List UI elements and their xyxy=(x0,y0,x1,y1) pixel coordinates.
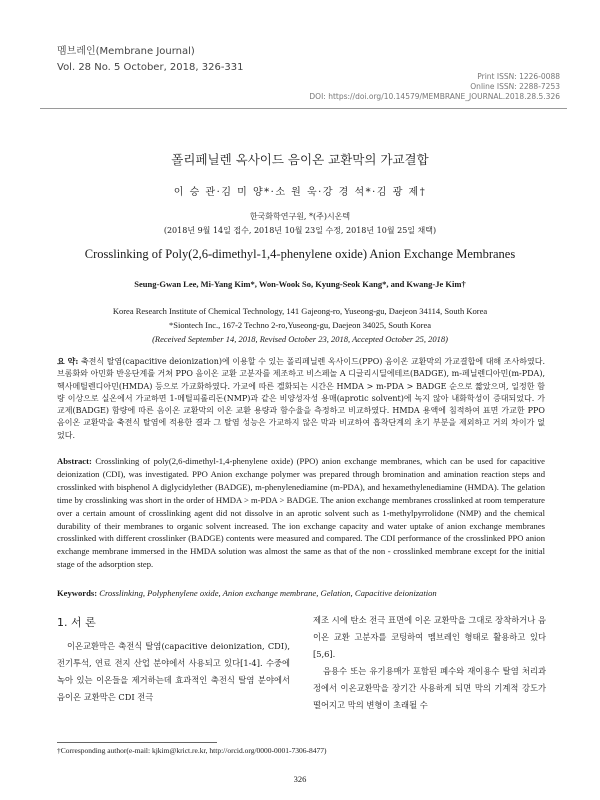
keywords-label: Keywords: xyxy=(57,588,98,598)
body-right-column xyxy=(313,612,546,714)
journal-name: 멤브레인(Membrane Journal) xyxy=(57,46,195,57)
korean-abstract-text: 축전식 탈염(capacitive deionization)에 이용할 수 있는 폴리페닐렌 옥사이드(PPO) 음이온 교환막의 가교결합에 대해 조사하였다. 브롬화와 아민화 반응단계를 거쳐 PPO 음이온 교환 고분자를 제조하고 비스페놀 A 디글리시딜에테르(BADGE), m-페닐렌디아민(m-PDA), 헥사메틸렌디아민(HMDA) 등으로 가교화하였다. 가교에 따른 겔화되는 시간은 HMDA > m-PDA > BADGE 순으로 짧았으며, 일정한 함량 이상으로 실온에서 가교하면 1-메틸피롤리돈(NMP)과 같은 비양성자성 용매(aprotic solvent)에 녹지 않아 내화학성이 증대되었다. 가교제(BADGE) 함량에 따른 음이온 교환막의 이온 교환 용량과 함수율을 측정하고 비교하였다. HMDA 용액에 침적하여 표면 가교한 PPO 음이온 교환막을 축전식 탈염에 적용한 결과 그 탈염 성능은 가교하지 않은 막과 비교하여 흡착단계의 초기 부분을 제외하고 거의 차이가 없었다. xyxy=(57,357,545,440)
english-abstract xyxy=(57,455,545,571)
body-right-paragraph-1: 제조 시에 탄소 전극 표면에 이온 교환막을 그대로 장착하거나 음이온 교환 고분자를 코팅하여 멤브레인 형태로 활용하고 있다[5,6]. xyxy=(313,615,546,659)
section-heading-introduction: 1. 서 론 xyxy=(57,616,96,629)
english-abstract-text: Crosslinking of poly(2,6-dimethyl-1,4-phenylene oxide) (PPO) anion exchange membranes, which can be used for capacitive deionization (CDI), was investigated. PPO Anion exchange polymer was prepared through bromination and amination reaction steps and crosslinked with bisphenol A diglycidylether (BADGE), m-phenylenediamine (m-PDA), and hexamethylenediamine (HMDA). The gelation time by crosslinking was short in the order of HMDA > m-PDA > BADGE. The anion exchange membranes crosslinked at room temperature over a certain amount of crosslinking agent did not dissolve in an aprotic solvent such as 1-methylpyrrolidone (NMP) and the chemical durability of their membranes to organic solvent increased. The ion exchange capacity and water uptake of anion exchange membranes crosslinked with different crosslinker (BADGE) contents were measured and compared. The CDI performance of the crosslinked PPO anion exchange membrane immersed in the HMDA solution was almost the same as that of the non - crosslinked membrane except for the initial stage of the adsorption step. xyxy=(57,456,545,570)
footnote-divider xyxy=(57,742,217,743)
volume-line: Vol. 28 No. 5 October, 2018, 326-331 xyxy=(57,62,244,73)
online-issn: Online ISSN: 2288-7253 xyxy=(470,82,560,91)
header-divider xyxy=(40,108,567,109)
body-right-paragraph-2: 음용수 또는 유기용매가 포함된 폐수와 재이용수 탈염 처리과정에서 이온교환막을 장기간 사용하게 되면 막의 기계적 강도가 떨어지고 막의 변형이 초래될 수 xyxy=(313,666,546,710)
korean-dates: (2018년 9월 14일 접수, 2018년 10월 23일 수정, 2018년 10월 25일 채택) xyxy=(163,226,437,235)
english-abstract-label: Abstract: xyxy=(57,456,92,466)
english-affiliation-2: *Siontech Inc., 167-2 Techno 2-ro,Yuseong-gu, Daejeon 34025, South Korea xyxy=(169,320,431,330)
doi-link[interactable]: DOI: https://doi.org/10.14579/MEMBRANE_JOURNAL.2018.28.5.326 xyxy=(309,92,560,101)
korean-title: 폴리페닐렌 옥사이드 음이온 교환막의 가교결합 xyxy=(171,152,429,167)
korean-authors: 이 승 관·김 미 양*·소 원 욱·강 경 석*·김 광 제† xyxy=(173,187,427,198)
english-dates: (Received September 14, 2018, Revised October 23, 2018, Accepted October 25, 2018) xyxy=(152,334,448,344)
print-issn: Print ISSN: 1226-0088 xyxy=(477,72,560,81)
keywords-text: Crosslinking, Polyphenylene oxide, Anion exchange membrane, Gelation, Capacitive deionization xyxy=(97,588,437,598)
english-affiliation-1: Korea Research Institute of Chemical Technology, 141 Gajeong-ro, Yuseong-gu, Daejeon 34114, South Korea xyxy=(112,306,488,316)
corresponding-author-footnote: †Corresponding author(e-mail: kjkim@krict.re.kr, http://orcid.org/0000-0001-7306-8477) xyxy=(57,746,327,755)
english-affiliation-block xyxy=(0,304,600,346)
page-number: 326 xyxy=(293,774,307,784)
korean-affiliation-block xyxy=(0,210,600,238)
english-title: Crosslinking of Poly(2,6-dimethyl-1,4-phenylene oxide) Anion Exchange Membranes xyxy=(84,247,516,261)
korean-abstract xyxy=(57,355,545,442)
issn-block xyxy=(309,72,560,102)
english-authors: Seung-Gwan Lee, Mi-Yang Kim*, Won-Wook So, Kyung-Seok Kang*, and Kwang-Je Kim† xyxy=(134,279,466,289)
journal-header xyxy=(57,44,244,76)
korean-affiliation: 한국화학연구원, *(주)시온텍 xyxy=(249,212,351,221)
keywords xyxy=(57,588,545,598)
body-left-column: 이온교환막은 축전식 탈염(capacitive deionization, CDI), 전기투석, 연료 전지 산업 분야에서 사용되고 있다[1-4]. 수중에 녹아 있는 이온들을 제거하는데 효과적인 축전식 탈염 분야에서 음이온 교환막은 CDI 전극 xyxy=(57,641,290,702)
korean-abstract-label: 요 약: xyxy=(57,356,79,366)
